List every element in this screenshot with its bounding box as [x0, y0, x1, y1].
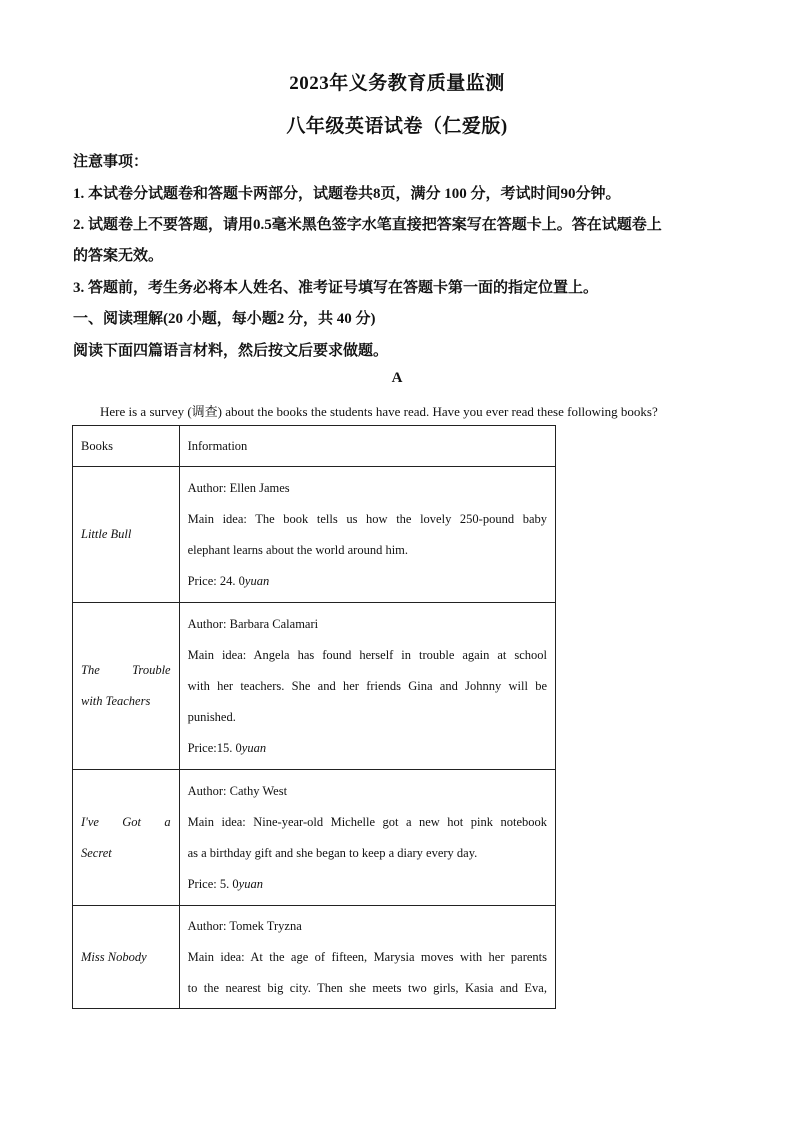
- price-unit: yuan: [244, 573, 270, 588]
- exam-title: 2023年义务教育质量监测: [289, 73, 505, 94]
- book-title: Little Bull: [73, 467, 180, 603]
- book-idea-line: as a birthday gift and she began to keep a diary every day.: [187, 845, 478, 860]
- passage-intro: Here is a survey (调查) about the books the students have read. Have you ever read these following books?: [100, 404, 658, 419]
- book-price: [188, 566, 547, 597]
- book-title-line: The Trouble: [81, 663, 171, 677]
- notice-item-2-line-1: 2. 试题卷上不要答题，请用0.5毫米黑色签字水笔直接把答案写在答题卡上。答在试题卷上: [73, 217, 662, 233]
- books-table: [72, 425, 556, 1009]
- book-author: Author: Ellen James: [187, 480, 290, 495]
- book-idea-line: Main idea: At the age of fifteen, Marysia moves with her parents: [187, 949, 547, 964]
- book-info: [179, 770, 555, 906]
- book-title: [73, 770, 180, 906]
- book-info: [179, 467, 555, 603]
- book-title-line: with Teachers: [81, 694, 151, 708]
- book-author: Author: Barbara Calamari: [187, 616, 319, 631]
- price-unit: yuan: [238, 876, 263, 891]
- book-author: Author: Tomek Tryzna: [187, 918, 302, 933]
- book-price: [188, 733, 547, 764]
- book-info: [179, 906, 555, 1009]
- book-idea-line: to the nearest big city. Then she meets two girls, Kasia and Eva,: [187, 980, 547, 995]
- book-title: Miss Nobody: [73, 906, 180, 1009]
- exam-subtitle: 八年级英语试卷（仁爱版): [286, 116, 508, 137]
- book-title: [73, 603, 180, 770]
- section-instruction: 阅读下面四篇语言材料，然后按文后要求做题。: [73, 343, 389, 359]
- book-idea-line: Main idea: Angela has found herself in trouble again at school: [187, 647, 547, 662]
- passage-label: A: [391, 370, 403, 386]
- book-idea-line: elephant learns about the world around him.: [187, 542, 409, 557]
- header-information: Information: [179, 426, 555, 467]
- table-row: [73, 906, 556, 1009]
- book-title-line: I've Got a: [81, 814, 171, 829]
- price-value: Price: 24. 0: [187, 573, 245, 588]
- book-price: [188, 869, 547, 900]
- price-value: Price:15. 0: [187, 740, 242, 755]
- section-heading: 一、阅读理解(20 小题，每小题2 分，共 40 分): [73, 311, 376, 327]
- table-row: [73, 603, 556, 770]
- table-row: [73, 467, 556, 603]
- notice-item-2-line-2: 的答案无效。: [73, 248, 164, 264]
- price-unit: yuan: [241, 740, 267, 755]
- notice-item-3: 3. 答题前，考生务必将本人姓名、准考证号填写在答题卡第一面的指定位置上。: [73, 280, 599, 296]
- notice-heading: 注意事项：: [73, 154, 149, 170]
- header-books: Books: [73, 426, 180, 467]
- price-value: Price: 5. 0: [187, 876, 239, 891]
- book-idea-line: punished.: [187, 709, 236, 724]
- table-header-row: [73, 426, 556, 467]
- book-author: Author: Cathy West: [187, 783, 288, 798]
- book-idea-line: with her teachers. She and her friends Gina and Johnny will be: [187, 678, 547, 693]
- book-info: [179, 603, 555, 770]
- book-idea-line: Main idea: The book tells us how the lovely 250-pound baby: [187, 511, 547, 526]
- notice-item-1: 1. 本试卷分试题卷和答题卡两部分，试题卷共8页，满分 100 分，考试时间90分钟。: [73, 186, 621, 202]
- book-idea-line: Main idea: Nine-year-old Michelle got a new hot pink notebook: [187, 814, 547, 829]
- table-row: [73, 770, 556, 906]
- book-title-line: Secret: [81, 845, 112, 860]
